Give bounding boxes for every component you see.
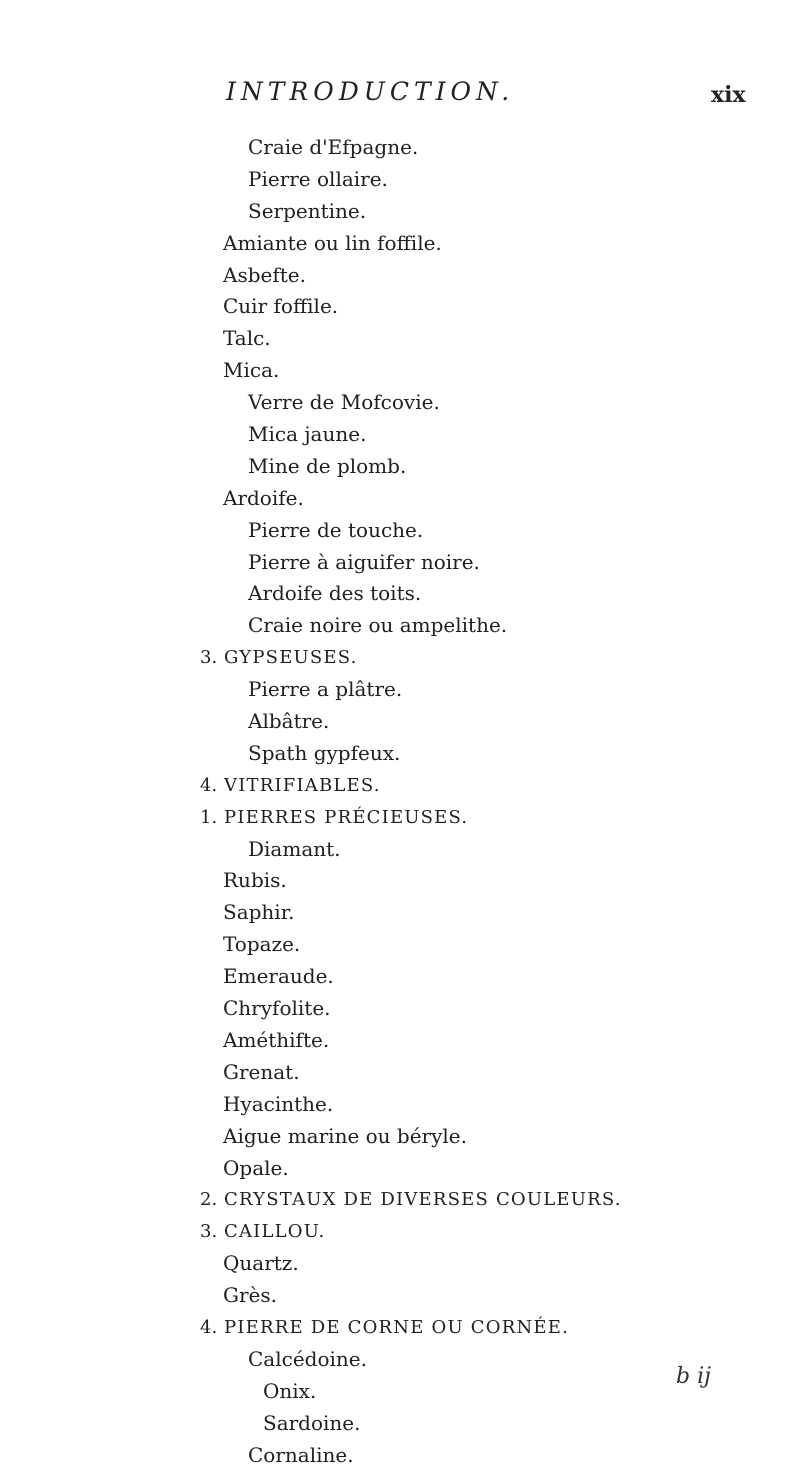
section-heading xyxy=(0,642,800,674)
signature-mark: b ij xyxy=(676,1364,711,1389)
list-item: Grès. xyxy=(223,1283,277,1308)
list-item: Topaze. xyxy=(223,932,301,957)
section-number: 3. xyxy=(200,1221,218,1243)
list-item: Ardoife des toits. xyxy=(248,581,422,606)
list-item: Rubis. xyxy=(223,868,287,893)
list-item: Serpentine. xyxy=(248,198,367,223)
list-item: Onix. xyxy=(263,1378,317,1403)
list-item: Mica. xyxy=(223,358,280,383)
list-item: Aigue marine ou béryle. xyxy=(223,1123,468,1148)
list-item: Grenat. xyxy=(223,1059,300,1084)
section-number: 4. xyxy=(200,774,218,796)
list-item: Sardoine. xyxy=(263,1410,361,1435)
list-item: Emeraude. xyxy=(223,964,334,989)
section-title: PIERRES PRÉCIEUSES. xyxy=(224,806,469,828)
section-number: 4. xyxy=(200,1316,218,1338)
list-item: Chryfolite. xyxy=(223,996,331,1021)
list-item: Diamant. xyxy=(248,836,341,861)
list-item: Talc. xyxy=(223,326,271,351)
section-heading xyxy=(0,1312,800,1344)
list-item: Hyacinthe. xyxy=(223,1091,334,1116)
list-item: Mica jaune. xyxy=(248,422,367,447)
list-item: Pierre à aiguifer noire. xyxy=(248,549,480,574)
list-item: Ardoife. xyxy=(223,485,304,510)
list-item: Calcédoine. xyxy=(248,1346,367,1371)
section-number: 2. xyxy=(200,1189,218,1211)
list-item: Pierre a plâtre. xyxy=(248,677,403,702)
section-heading xyxy=(0,802,800,834)
list-item: Amiante ou lin foffile. xyxy=(223,230,442,255)
section-heading xyxy=(0,770,800,802)
running-head: INTRODUCTION. xyxy=(226,77,515,106)
section-number: 1. xyxy=(200,806,218,828)
section-title: VITRIFIABLES. xyxy=(224,774,381,796)
list-item: Craie d'Efpagne. xyxy=(248,135,419,159)
list-item: Mine de plomb. xyxy=(248,453,407,478)
list-item: Asbefte. xyxy=(223,262,306,287)
section-title: PIERRE DE CORNE OU CORNÉE. xyxy=(224,1316,569,1338)
section-heading xyxy=(0,1184,800,1216)
list-item: Saphir. xyxy=(223,900,295,925)
list-item: Cuir foffile. xyxy=(223,294,339,319)
list-item: Craie noire ou ampelithe. xyxy=(248,613,508,638)
list-item: Verre de Mofcovie. xyxy=(248,390,440,415)
list-item: Pierre ollaire. xyxy=(248,166,388,191)
list-item: Quartz. xyxy=(223,1251,299,1276)
list-item: Spath gypfeux. xyxy=(248,740,401,765)
list-item: Pierre de touche. xyxy=(248,517,424,542)
list-item: Albâtre. xyxy=(248,709,330,734)
section-heading xyxy=(0,1216,800,1248)
list-item: Opale. xyxy=(223,1155,289,1180)
page-number: xix xyxy=(711,82,746,108)
section-title: GYPSEUSES. xyxy=(224,647,358,669)
list-item: Améthifte. xyxy=(223,1027,330,1052)
section-title: CAILLOU. xyxy=(224,1221,326,1243)
section-number: 3. xyxy=(200,647,218,669)
mineral-classification-list xyxy=(0,132,800,1471)
list-item: Cornaline. xyxy=(248,1442,354,1467)
section-title: CRYSTAUX DE DIVERSES COULEURS. xyxy=(224,1189,622,1211)
